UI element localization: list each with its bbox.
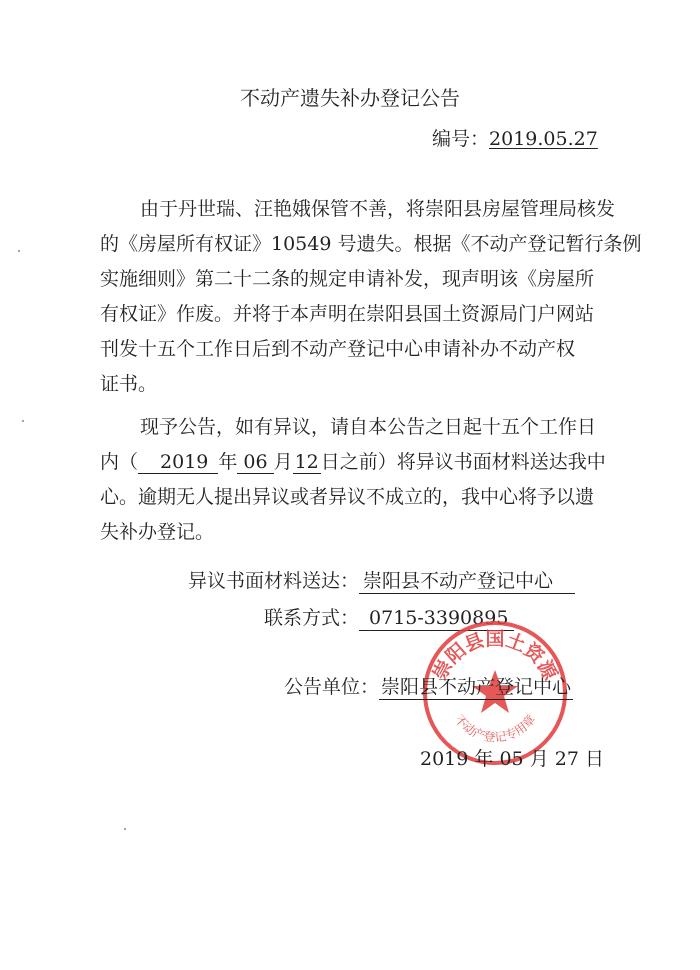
date-year-unit: 年 (474, 748, 494, 770)
p1-line-4: 有权证》作废。并将于本声明在崇阳县国土资源局门户网站 (100, 303, 595, 325)
date-day: 27 (554, 748, 579, 770)
doc-number-label: 编号： (432, 128, 490, 150)
date-year: 2019 (420, 748, 469, 770)
deliver-row (188, 566, 575, 593)
deadline-month: 06 (237, 451, 273, 474)
svg-text:不动产登记专用章 (452, 712, 538, 745)
scan-speck (124, 828, 126, 830)
deadline-year: 2019 (138, 451, 218, 474)
issuer-value: 崇阳县不动产登记中心 (381, 676, 572, 698)
p2-line-1: 现予公告，如有异议，请自本公告之日起十五个工作日 (140, 416, 597, 438)
p1-line-3: 实施细则》第二十二条的规定申请补发，现声明该《房屋所 (100, 268, 595, 290)
date-month-unit: 月 (529, 748, 549, 770)
scan-speck (18, 250, 20, 252)
doc-number (432, 124, 598, 151)
doc-number-value: 2019.05.27 (489, 128, 598, 150)
p2-line-2 (100, 453, 606, 472)
deliver-label: 异议书面材料送达： (188, 570, 360, 592)
phone-value: 0715-3390895 (359, 607, 514, 631)
phone-label: 联系方式： (264, 607, 360, 629)
signing-date (420, 744, 604, 771)
p1-line-2: 的《房屋所有权证》10549 号遗失。根据《不动产登记暂行条例 (100, 233, 642, 255)
p1-line-5: 刊发十五个工作日后到不动产登记中心申请补办不动产权 (100, 338, 576, 360)
p1-line-1: 由于丹世瑞、汪艳娥保管不善，将崇阳县房屋管理局核发 (140, 198, 616, 220)
p2-line-3: 心。逾期无人提出异议或者异议不成立的，我中心将予以遗 (100, 486, 595, 508)
p2-prefix: 内（ (100, 451, 139, 473)
issuer-label: 公告单位： (284, 676, 380, 698)
p1-line-6: 证书。 (100, 373, 158, 395)
date-month: 05 (499, 748, 524, 770)
seal-top-text: 崇阳县国土资源 (428, 628, 562, 684)
seal-bottom-text: 不动产登记专用章 (451, 712, 539, 745)
scan-speck (22, 420, 24, 422)
deadline-year-unit: 年 (218, 451, 238, 473)
issuer-row (284, 672, 573, 699)
deadline-day: 12 (294, 451, 319, 473)
p2-line-4: 失补办登记。 (100, 521, 215, 543)
deadline-month-unit: 月 (273, 451, 293, 473)
deliver-value: 崇阳县不动产登记中心 (359, 570, 575, 594)
p2-suffix: 日之前）将异议书面材料送达我中 (320, 451, 606, 473)
notice-title: 不动产遗失补办登记公告 (240, 86, 460, 110)
date-day-unit: 日 (585, 748, 605, 770)
